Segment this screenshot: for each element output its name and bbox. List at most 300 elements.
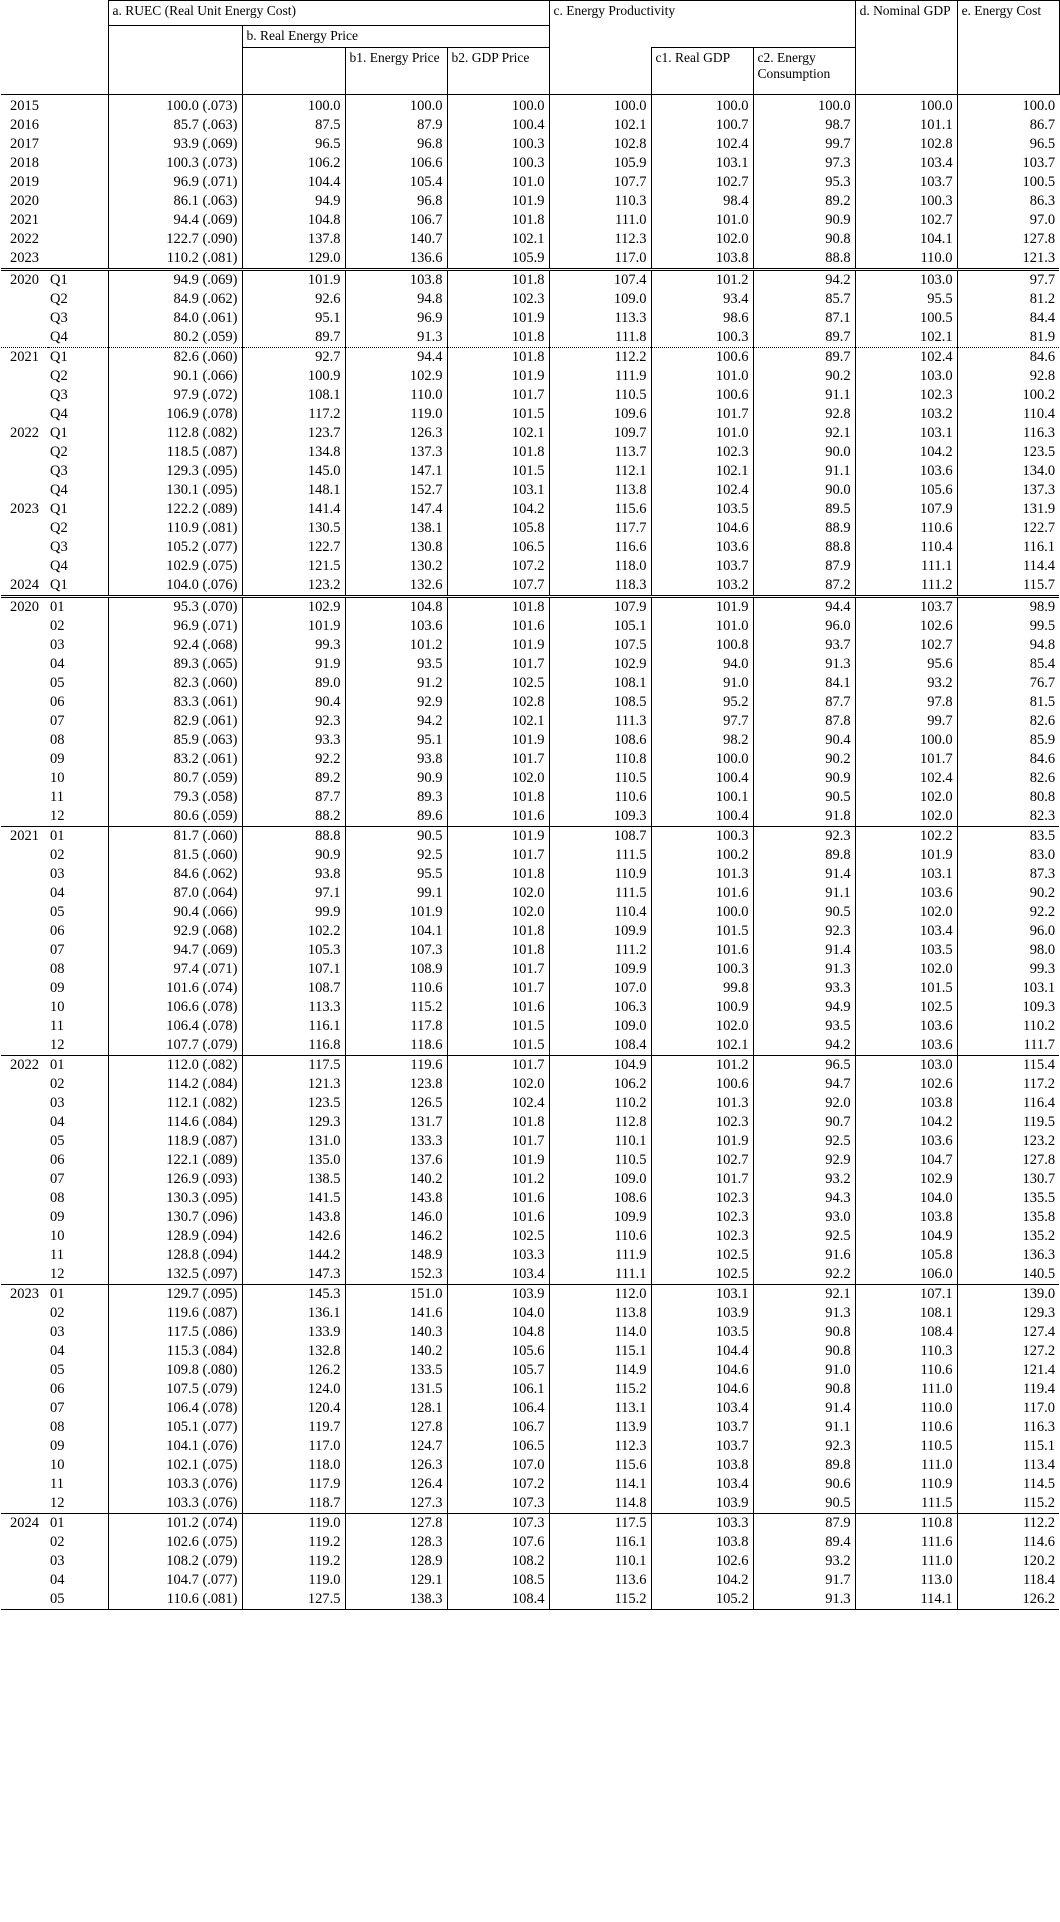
ruec-cell: 114.6 (.084): [108, 1113, 242, 1132]
year-cell: 2018: [10, 155, 39, 171]
energy-consumption-cell: 89.4: [753, 1533, 855, 1552]
energy-productivity-cell: 112.2: [549, 348, 651, 368]
energy-cost-cell: 130.7: [957, 1170, 1059, 1189]
period-cell: 03: [50, 1324, 65, 1340]
energy-price-cell: 95.1: [345, 731, 447, 750]
energy-cost-cell: 140.5: [957, 1265, 1059, 1285]
gdp-price-cell: 101.6: [447, 998, 549, 1017]
energy-cost-cell: 110.4: [957, 405, 1059, 424]
gdp-price-cell: 107.3: [447, 1514, 549, 1534]
year-cell: [1, 941, 48, 960]
table-row: [1, 1418, 1059, 1437]
year-cell: 2023: [10, 250, 39, 266]
energy-consumption-cell: 90.8: [753, 230, 855, 249]
energy-price-cell: 130.8: [345, 538, 447, 557]
ruec-cell: 94.4 (.069): [108, 211, 242, 230]
gdp-price-cell: 100.3: [447, 154, 549, 173]
energy-cost-cell: 120.2: [957, 1552, 1059, 1571]
real-energy-price-cell: 123.7: [242, 424, 345, 443]
real-gdp-cell: 98.4: [651, 192, 753, 211]
real-gdp-cell: 101.0: [651, 424, 753, 443]
ruec-cell: 110.2 (.081): [108, 249, 242, 270]
real-energy-price-cell: 119.0: [242, 1571, 345, 1590]
year-cell: [1, 1036, 48, 1056]
nominal-gdp-cell: 104.2: [855, 443, 957, 462]
energy-cost-cell: 103.7: [957, 154, 1059, 173]
gdp-price-cell: 107.6: [447, 1533, 549, 1552]
table-row: [1, 154, 1059, 173]
ruec-cell: 118.5 (.087): [108, 443, 242, 462]
period-cell: Q4: [50, 329, 68, 345]
gdp-price-cell: 101.9: [447, 309, 549, 328]
energy-price-cell: 92.5: [345, 846, 447, 865]
energy-productivity-cell: 117.7: [549, 519, 651, 538]
gdp-price-cell: 101.5: [447, 1017, 549, 1036]
nominal-gdp-cell: 102.3: [855, 386, 957, 405]
energy-price-cell: 119.6: [345, 1056, 447, 1076]
gdp-price-cell: 100.3: [447, 135, 549, 154]
year-cell: 2020: [10, 193, 39, 209]
energy-cost-cell: 119.4: [957, 1380, 1059, 1399]
real-energy-price-cell: 119.7: [242, 1418, 345, 1437]
real-energy-price-cell: 142.6: [242, 1227, 345, 1246]
period-cell: 02: [50, 618, 65, 634]
real-energy-price-cell: 102.2: [242, 922, 345, 941]
period-cell: Q3: [50, 463, 68, 479]
table-row: [1, 1494, 1059, 1514]
period-cell: 07: [50, 942, 65, 958]
real-gdp-cell: 104.4: [651, 1342, 753, 1361]
energy-cost-cell: 81.2: [957, 290, 1059, 309]
energy-price-cell: 103.6: [345, 617, 447, 636]
energy-consumption-cell: 87.1: [753, 309, 855, 328]
real-gdp-cell: 103.8: [651, 249, 753, 270]
period-cell: Q1: [48, 270, 108, 291]
real-gdp-cell: 102.3: [651, 1189, 753, 1208]
nominal-gdp-cell: 114.1: [855, 1590, 957, 1610]
energy-consumption-cell: 91.4: [753, 1399, 855, 1418]
energy-productivity-cell: 108.1: [549, 674, 651, 693]
energy-price-cell: 126.3: [345, 424, 447, 443]
year-cell: 2022: [10, 425, 39, 441]
table-row: [1, 712, 1059, 731]
real-energy-price-cell: 116.1: [242, 1017, 345, 1036]
ruec-cell: 94.9 (.069): [108, 270, 242, 291]
header-gdp-price: b2. GDP Price: [447, 48, 549, 95]
energy-cost-cell: 139.0: [957, 1285, 1059, 1305]
energy-consumption-cell: 97.3: [753, 154, 855, 173]
real-energy-price-cell: 129.0: [242, 249, 345, 270]
energy-consumption-cell: 90.2: [753, 367, 855, 386]
energy-cost-cell: 116.3: [957, 424, 1059, 443]
energy-consumption-cell: 89.8: [753, 846, 855, 865]
nominal-gdp-cell: 110.9: [855, 1475, 957, 1494]
energy-productivity-cell: 115.1: [549, 1342, 651, 1361]
energy-cost-cell: 117.0: [957, 1399, 1059, 1418]
energy-cost-cell: 81.9: [957, 328, 1059, 348]
real-energy-price-cell: 147.3: [242, 1265, 345, 1285]
real-gdp-cell: 103.9: [651, 1304, 753, 1323]
energy-cost-cell: 126.2: [957, 1590, 1059, 1610]
real-energy-price-cell: 94.9: [242, 192, 345, 211]
energy-cost-cell: 135.5: [957, 1189, 1059, 1208]
period-cell: 07: [50, 713, 65, 729]
energy-cost-cell: 127.2: [957, 1342, 1059, 1361]
nominal-gdp-cell: 102.0: [855, 960, 957, 979]
ruec-cell: 122.7 (.090): [108, 230, 242, 249]
year-cell: 2022: [1, 1056, 48, 1076]
energy-consumption-cell: 89.8: [753, 1456, 855, 1475]
period-cell: Q1: [50, 577, 68, 593]
gdp-price-cell: 106.1: [447, 1380, 549, 1399]
energy-productivity-cell: 113.1: [549, 1399, 651, 1418]
real-gdp-cell: 103.8: [651, 1456, 753, 1475]
energy-consumption-cell: 87.9: [753, 1514, 855, 1534]
year-cell: [1, 1208, 48, 1227]
nominal-gdp-cell: 107.1: [855, 1285, 957, 1305]
table-row: [1, 290, 1059, 309]
energy-consumption-cell: 94.3: [753, 1189, 855, 1208]
real-energy-price-cell: 93.3: [242, 731, 345, 750]
real-energy-price-cell: 88.8: [242, 827, 345, 847]
energy-consumption-cell: 100.0: [753, 95, 855, 117]
year-cell: [1, 1475, 48, 1494]
real-gdp-cell: 100.7: [651, 116, 753, 135]
nominal-gdp-cell: 102.9: [855, 1170, 957, 1189]
energy-consumption-cell: 92.5: [753, 1132, 855, 1151]
energy-price-cell: 137.3: [345, 443, 447, 462]
table-row: [1, 1208, 1059, 1227]
energy-productivity-cell: 115.2: [549, 1380, 651, 1399]
year-cell: [1, 443, 48, 462]
real-gdp-cell: 100.0: [651, 750, 753, 769]
energy-price-cell: 115.2: [345, 998, 447, 1017]
energy-consumption-cell: 99.7: [753, 135, 855, 154]
nominal-gdp-cell: 103.1: [855, 865, 957, 884]
year-cell: [1, 328, 48, 348]
energy-price-cell: 96.8: [345, 192, 447, 211]
energy-price-cell: 127.8: [345, 1418, 447, 1437]
ruec-cell: 82.9 (.061): [108, 712, 242, 731]
year-cell: [1, 1094, 48, 1113]
energy-price-cell: 140.2: [345, 1170, 447, 1189]
energy-productivity-cell: 115.6: [549, 1456, 651, 1475]
energy-price-cell: 100.0: [345, 95, 447, 117]
energy-cost-cell: 111.7: [957, 1036, 1059, 1056]
energy-consumption-cell: 96.0: [753, 617, 855, 636]
real-gdp-cell: 101.0: [651, 367, 753, 386]
energy-price-cell: 140.3: [345, 1323, 447, 1342]
gdp-price-cell: 101.5: [447, 1036, 549, 1056]
real-gdp-cell: 101.7: [651, 405, 753, 424]
year-cell: [1, 1304, 48, 1323]
nominal-gdp-cell: 103.1: [855, 424, 957, 443]
real-energy-price-cell: 99.3: [242, 636, 345, 655]
gdp-price-cell: 107.2: [447, 1475, 549, 1494]
period-cell: 07: [50, 1400, 65, 1416]
nominal-gdp-cell: 110.5: [855, 1437, 957, 1456]
table-row: [1, 192, 1059, 211]
period-cell: Q2: [50, 444, 68, 460]
energy-consumption-cell: 90.7: [753, 1113, 855, 1132]
energy-productivity-cell: 110.5: [549, 386, 651, 405]
nominal-gdp-cell: 100.0: [855, 731, 957, 750]
header-energy-price: b1. Energy Price: [345, 48, 447, 95]
energy-cost-cell: 94.8: [957, 636, 1059, 655]
energy-consumption-cell: 88.9: [753, 519, 855, 538]
energy-cost-cell: 92.2: [957, 903, 1059, 922]
energy-productivity-cell: 107.4: [549, 270, 651, 291]
table-row: [1, 270, 1059, 291]
gdp-price-cell: 102.1: [447, 424, 549, 443]
real-energy-price-cell: 121.3: [242, 1075, 345, 1094]
ruec-cell: 107.7 (.079): [108, 1036, 242, 1056]
ruec-cell: 92.4 (.068): [108, 636, 242, 655]
period-cell: 07: [50, 1171, 65, 1187]
real-energy-price-cell: 108.1: [242, 386, 345, 405]
year-cell: [1, 750, 48, 769]
energy-price-cell: 131.5: [345, 1380, 447, 1399]
real-gdp-cell: 98.2: [651, 731, 753, 750]
gdp-price-cell: 107.7: [447, 576, 549, 597]
nominal-gdp-cell: 101.5: [855, 979, 957, 998]
real-gdp-cell: 100.1: [651, 788, 753, 807]
energy-cost-cell: 127.8: [957, 1151, 1059, 1170]
nominal-gdp-cell: 103.8: [855, 1094, 957, 1113]
period-cell: Q4: [50, 406, 68, 422]
ruec-cell: 86.1 (.063): [108, 192, 242, 211]
ruec-cell: 106.6 (.078): [108, 998, 242, 1017]
energy-productivity-cell: 107.0: [549, 979, 651, 998]
table-row: [1, 846, 1059, 865]
energy-productivity-cell: 111.9: [549, 1246, 651, 1265]
energy-productivity-cell: 111.2: [549, 941, 651, 960]
real-energy-price-cell: 131.0: [242, 1132, 345, 1151]
energy-cost-cell: 85.4: [957, 655, 1059, 674]
energy-consumption-cell: 93.5: [753, 1017, 855, 1036]
table-row: [1, 1475, 1059, 1494]
period-cell: Q2: [50, 291, 68, 307]
energy-cost-cell: 96.5: [957, 135, 1059, 154]
table-row: [1, 538, 1059, 557]
ruec-cell: 93.9 (.069): [108, 135, 242, 154]
real-gdp-cell: 101.3: [651, 865, 753, 884]
energy-price-cell: 147.4: [345, 500, 447, 519]
energy-productivity-cell: 105.9: [549, 154, 651, 173]
ruec-cell: 108.2 (.079): [108, 1552, 242, 1571]
ruec-cell: 114.2 (.084): [108, 1075, 242, 1094]
energy-cost-cell: 121.4: [957, 1361, 1059, 1380]
real-gdp-cell: 101.7: [651, 1170, 753, 1189]
energy-price-cell: 119.0: [345, 405, 447, 424]
energy-productivity-cell: 111.8: [549, 328, 651, 348]
gdp-price-cell: 106.7: [447, 1418, 549, 1437]
table-row: [1, 1380, 1059, 1399]
energy-price-cell: 152.3: [345, 1265, 447, 1285]
gdp-price-cell: 108.2: [447, 1552, 549, 1571]
energy-consumption-cell: 94.2: [753, 270, 855, 291]
gdp-price-cell: 101.9: [447, 367, 549, 386]
energy-cost-cell: 114.4: [957, 557, 1059, 576]
nominal-gdp-cell: 95.5: [855, 290, 957, 309]
nominal-gdp-cell: 111.6: [855, 1533, 957, 1552]
energy-consumption-cell: 91.7: [753, 1571, 855, 1590]
nominal-gdp-cell: 102.7: [855, 636, 957, 655]
period-cell: 08: [50, 732, 65, 748]
gdp-price-cell: 106.4: [447, 1399, 549, 1418]
energy-consumption-cell: 87.9: [753, 557, 855, 576]
nominal-gdp-cell: 93.2: [855, 674, 957, 693]
gdp-price-cell: 101.9: [447, 827, 549, 847]
table-row: [1, 173, 1059, 192]
header-energy-productivity: c. Energy Productivity: [549, 1, 855, 48]
energy-cost-cell: 119.5: [957, 1113, 1059, 1132]
energy-consumption-cell: 90.4: [753, 731, 855, 750]
gdp-price-cell: 101.5: [447, 462, 549, 481]
nominal-gdp-cell: 110.0: [855, 1399, 957, 1418]
energy-consumption-cell: 87.7: [753, 693, 855, 712]
year-cell: [1, 636, 48, 655]
energy-productivity-cell: 110.6: [549, 1227, 651, 1246]
real-energy-price-cell: 141.4: [242, 500, 345, 519]
real-energy-price-cell: 99.9: [242, 903, 345, 922]
ruec-cell: 84.6 (.062): [108, 865, 242, 884]
energy-price-cell: 136.6: [345, 249, 447, 270]
real-gdp-cell: 102.0: [651, 230, 753, 249]
energy-consumption-cell: 91.1: [753, 1418, 855, 1437]
nominal-gdp-cell: 103.6: [855, 1132, 957, 1151]
nominal-gdp-cell: 105.8: [855, 1246, 957, 1265]
table-row: [1, 1017, 1059, 1036]
energy-cost-cell: 115.1: [957, 1437, 1059, 1456]
gdp-price-cell: 101.8: [447, 270, 549, 291]
real-energy-price-cell: 118.7: [242, 1494, 345, 1514]
real-energy-price-cell: 100.0: [242, 95, 345, 117]
nominal-gdp-cell: 110.8: [855, 1514, 957, 1534]
table-row: [1, 1189, 1059, 1208]
energy-cost-cell: 134.0: [957, 462, 1059, 481]
energy-price-cell: 118.6: [345, 1036, 447, 1056]
year-cell: 2015: [10, 98, 39, 114]
energy-price-cell: 106.6: [345, 154, 447, 173]
real-energy-price-cell: 124.0: [242, 1380, 345, 1399]
nominal-gdp-cell: 104.7: [855, 1151, 957, 1170]
year-cell: [1, 903, 48, 922]
year-cell: [1, 884, 48, 903]
real-energy-price-cell: 90.9: [242, 846, 345, 865]
real-energy-price-cell: 136.1: [242, 1304, 345, 1323]
energy-cost-cell: 98.0: [957, 941, 1059, 960]
period-cell: 04: [50, 885, 65, 901]
period-cell: 12: [50, 1495, 65, 1511]
period-cell: [48, 211, 108, 230]
energy-price-cell: 128.3: [345, 1533, 447, 1552]
ruec-cell: 130.1 (.095): [108, 481, 242, 500]
gdp-price-cell: 101.8: [447, 348, 549, 368]
energy-cost-cell: 135.2: [957, 1227, 1059, 1246]
energy-productivity-cell: 110.8: [549, 750, 651, 769]
table-row: [1, 1361, 1059, 1380]
energy-price-cell: 140.7: [345, 230, 447, 249]
nominal-gdp-cell: 111.0: [855, 1456, 957, 1475]
table-row: [1, 576, 1059, 597]
energy-consumption-cell: 90.8: [753, 1323, 855, 1342]
energy-productivity-cell: 112.8: [549, 1113, 651, 1132]
year-cell: [1, 807, 48, 827]
table-row: [1, 1056, 1059, 1076]
nominal-gdp-cell: 103.7: [855, 173, 957, 192]
ruec-cell: 117.5 (.086): [108, 1323, 242, 1342]
real-gdp-cell: 103.9: [651, 1494, 753, 1514]
real-energy-price-cell: 105.3: [242, 941, 345, 960]
gdp-price-cell: 101.7: [447, 386, 549, 405]
ruec-cell: 84.9 (.062): [108, 290, 242, 309]
table-row: [1, 462, 1059, 481]
table-row: [1, 1590, 1059, 1610]
energy-price-cell: 107.3: [345, 941, 447, 960]
ruec-cell: 106.4 (.078): [108, 1017, 242, 1036]
nominal-gdp-cell: 101.1: [855, 116, 957, 135]
period-cell: 05: [48, 1590, 108, 1610]
real-energy-price-cell: 91.9: [242, 655, 345, 674]
energy-cost-cell: 137.3: [957, 481, 1059, 500]
energy-consumption-cell: 92.2: [753, 1265, 855, 1285]
energy-cost-cell: 115.4: [957, 1056, 1059, 1076]
energy-price-cell: 93.8: [345, 750, 447, 769]
energy-productivity-cell: 108.7: [549, 827, 651, 847]
energy-cost-cell: 116.1: [957, 538, 1059, 557]
gdp-price-cell: 101.0: [447, 173, 549, 192]
ruec-cell: 115.3 (.084): [108, 1342, 242, 1361]
energy-productivity-cell: 114.9: [549, 1361, 651, 1380]
table-row: [1, 1036, 1059, 1056]
ruec-cell: 112.8 (.082): [108, 424, 242, 443]
year-cell: [1, 1571, 48, 1590]
real-energy-price-cell: 118.0: [242, 1456, 345, 1475]
period-cell: Q4: [50, 482, 68, 498]
period-cell: 01: [48, 827, 108, 847]
period-cell: 09: [50, 1438, 65, 1454]
energy-consumption-cell: 94.4: [753, 597, 855, 618]
year-cell: [1, 1170, 48, 1189]
real-energy-price-cell: 119.2: [242, 1552, 345, 1571]
energy-productivity-cell: 118.0: [549, 557, 651, 576]
table-body: [1, 95, 1059, 1610]
energy-price-cell: 95.5: [345, 865, 447, 884]
year-cell: [1, 405, 48, 424]
real-energy-price-cell: 100.9: [242, 367, 345, 386]
period-cell: 05: [50, 1362, 65, 1378]
energy-cost-cell: 99.5: [957, 617, 1059, 636]
real-gdp-cell: 100.3: [651, 328, 753, 348]
year-cell: [1, 481, 48, 500]
energy-consumption-cell: 92.9: [753, 1151, 855, 1170]
nominal-gdp-cell: 102.5: [855, 998, 957, 1017]
energy-consumption-cell: 91.3: [753, 960, 855, 979]
period-cell: [48, 95, 108, 117]
nominal-gdp-cell: 113.0: [855, 1571, 957, 1590]
energy-cost-cell: 92.8: [957, 367, 1059, 386]
energy-cost-cell: 135.8: [957, 1208, 1059, 1227]
energy-consumption-cell: 90.5: [753, 788, 855, 807]
energy-productivity-cell: 114.0: [549, 1323, 651, 1342]
gdp-price-cell: 101.8: [447, 1113, 549, 1132]
period-cell: 11: [50, 1476, 64, 1492]
energy-cost-cell: 127.8: [957, 230, 1059, 249]
energy-cost-cell: 81.5: [957, 693, 1059, 712]
gdp-price-cell: 102.0: [447, 884, 549, 903]
period-cell: [48, 154, 108, 173]
